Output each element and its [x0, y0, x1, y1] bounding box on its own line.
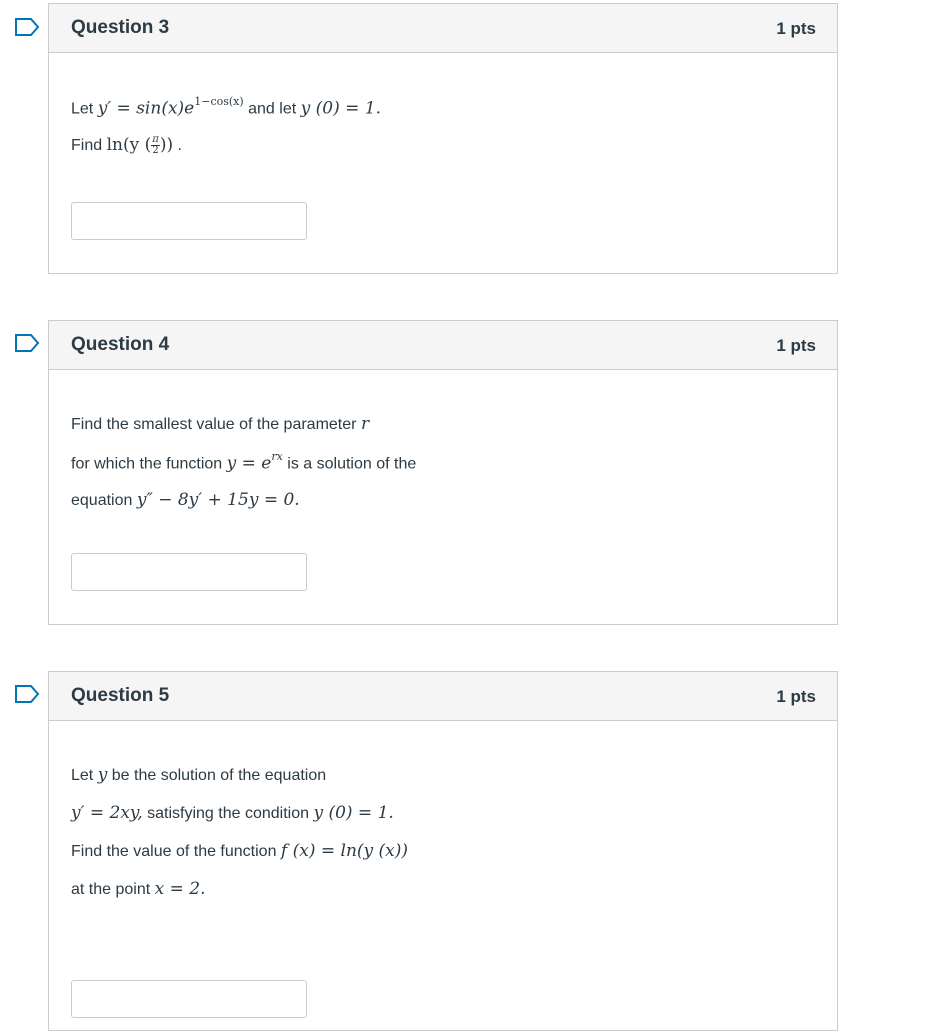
question-3-header — [49, 4, 837, 53]
question-5-text-line-3: Find the value of the function f (x) = ln(y (x)) — [71, 841, 409, 861]
question-5-text-line-2: y′ = 2xy, satisfying the condition y (0) = 1. — [71, 803, 394, 823]
question-4-title: Question 4 — [71, 334, 170, 355]
question-4-header — [49, 321, 837, 370]
question-5-header — [49, 672, 837, 721]
question-3-answer-input[interactable] — [71, 202, 307, 240]
question-5-card — [48, 671, 838, 1031]
question-4-card — [48, 320, 838, 625]
flag-question-5-icon[interactable] — [14, 684, 40, 704]
question-5-text-line-4: at the point x = 2. — [71, 879, 206, 899]
flag-question-4-icon[interactable] — [14, 333, 40, 353]
question-3-title: Question 3 — [71, 17, 170, 38]
question-4-text-line-2: for which the function $y = e^{rx}$ is a solution of the — [71, 450, 417, 474]
question-5-points: 1 pts — [776, 687, 816, 706]
question-3-text-line-1: Let $y' = \sin(x)e^{1-cos(x)}$ and let y (0) = 1. — [71, 95, 381, 119]
question-5-text-line-1: Let y be the solution of the equation — [71, 765, 327, 785]
question-5-title: Question 5 — [71, 685, 170, 706]
question-4-text-line-1: Find the smallest value of the parameter r — [71, 414, 370, 434]
question-3-card — [48, 3, 838, 274]
question-4-points: 1 pts — [776, 336, 816, 355]
question-4-answer-input[interactable] — [71, 553, 307, 591]
question-5-answer-input[interactable] — [71, 980, 307, 1018]
question-3-points: 1 pts — [776, 19, 816, 38]
question-3-text-line-2: Find ln(y ( $\frac{\pi}{2}$ )) . — [71, 134, 182, 157]
flag-question-3-icon[interactable] — [14, 17, 40, 37]
question-4-text-line-3: equation y″ − 8y′ + 15y = 0. — [71, 490, 300, 510]
